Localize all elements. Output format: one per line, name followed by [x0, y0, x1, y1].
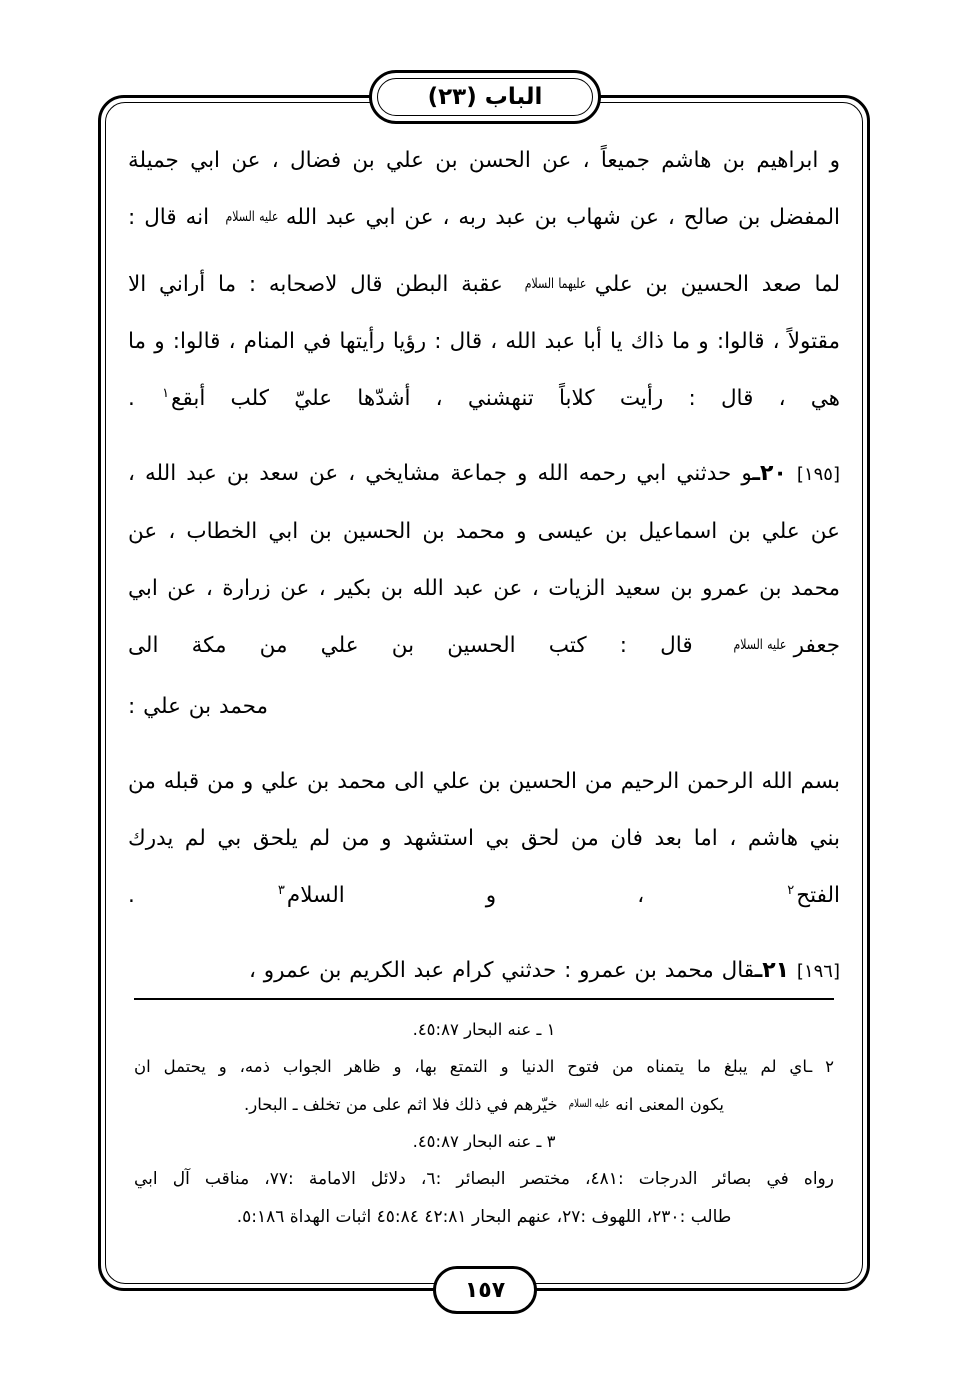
text-column	[128, 132, 840, 1004]
hadith-20-isnad-c: ابي الخطاب ، عن محمد بن عمرو بن سعيد الزيات ، عن عبد الله بن بكير ،	[128, 519, 840, 601]
hadith-20-isnad-a: و حدثني ابي رحمه الله و جماعة مشايخي ، عن سعد بن	[226, 461, 753, 486]
honorific-alayhi-salam-footnote: عليه السلام	[568, 1097, 610, 1110]
paragraph-chain-continuation	[128, 132, 840, 246]
letter-line-3: ، و السلام	[286, 883, 786, 908]
honorific-alayhima-salam-1: عليهما السلام	[524, 276, 587, 292]
hadith-21-bracket-number: [١٩٦]	[796, 961, 840, 982]
narration-period: .	[128, 386, 161, 411]
footnote-2-text-b-pre: يكون المعنى انه	[615, 1095, 724, 1114]
hadith-21-isnad-text: قال محمد بن عمرو : حدثني كرام عبد الكريم بن عمرو ،	[248, 958, 755, 983]
letter-text	[128, 753, 840, 924]
footnote-ref-2[interactable]: ٢	[787, 882, 795, 898]
hadith-20-addressee	[128, 678, 840, 735]
letter-end-period: .	[128, 883, 276, 908]
chain-line-2-suffix: انه قال :	[128, 205, 219, 230]
letter-line-2: و من قبله من بني هاشم ، اما بعد فان من لحق بي استشهد و من لم يلحق بي لم يدرك الفتح	[128, 769, 841, 908]
spacer	[128, 431, 840, 445]
hadith-20-isnad-b: عبد الله ، عن علي بن اسماعيل بن عيسى و محمد بن الحسين بن	[128, 461, 840, 544]
footnote-1: ١ ـ عنه البحار ٤٥:٨٧.	[412, 1020, 556, 1039]
footnote-2-line-2	[134, 1086, 834, 1122]
chapter-header-cartouche	[369, 70, 601, 124]
footnote-3: ٣ ـ عنه البحار ٤٥:٨٧.	[412, 1132, 556, 1151]
hadith-21-isnad	[128, 942, 840, 1000]
narration-rest: عقبة البطن قال لاصحابه : ما أراني الا مقتولاً ، قالوا: و ما ذاك يا أبا عبد الله ، قال : رؤيا رأيتها في المنام ، قالوا: و ما هي ، قال : رأيت كلاباً تنهشني ، أشدّها عليّ كلب أبقع	[128, 272, 841, 411]
sources-note-line-1: رواه في بصائر الدرجات :٤٨١، مختصر البصائر :٦، دلائل الامامة :٧٧، مناقب آل ابي	[134, 1169, 834, 1189]
footnote-divider	[134, 998, 834, 1000]
hadith-21-dash: ـ	[754, 958, 763, 983]
letter-line-1: بسم الله الرحمن الرحيم من الحسين بن علي الى محمد بن علي	[261, 769, 840, 794]
paragraph-narration-body	[128, 256, 840, 427]
hadith-20-isnad	[128, 445, 840, 674]
footnote-2-marker: ٢ ـ	[807, 1057, 834, 1076]
sources-note-line-2: طالب :٢٣٠، اللهوف :٢٧، عنهم البحار ٤٢:٨١ ٤٥:٨٤ اثبات الهداة ٥:١٨٦.	[236, 1207, 732, 1227]
hadith-20-serial: ٢٠	[760, 461, 787, 486]
footnote-2-text-a: اي لم يبلغ ما يتمناه من فتوح الدنيا و التمتع بها، و ظاهر الجواب ذمه، و يحتمل ان	[134, 1057, 808, 1076]
hadith-20-isnad-d-pre: عن زرارة ، عن ابي جعفر	[128, 576, 840, 658]
honorific-alayhi-salam-2: عليه السلام	[733, 637, 787, 653]
hadith-21-serial: ٢١	[762, 958, 790, 983]
spacer	[128, 928, 840, 942]
hadith-20-isnad-d-post: قال : كتب الحسين بن علي من مكة الى	[128, 633, 726, 658]
footnote-2-line-1	[134, 1049, 834, 1084]
page-number-cartouche	[433, 1266, 537, 1314]
hadith-20-dash: ـ	[752, 461, 760, 486]
page-number: ١٥٧	[464, 1277, 506, 1303]
footnote-area	[134, 1012, 834, 1237]
honorific-alayhi-salam-1: عليه السلام	[225, 209, 279, 225]
chapter-title: الباب (٢٣)	[427, 84, 543, 110]
chain-line-2-prefix: المفضل بن صالح ، عن شهاب بن عبد ربه ، عن ابي عبد الله	[285, 205, 841, 230]
hadith-20-bracket-number: [١٩٥]	[796, 464, 840, 485]
footnote-2-text-b-post: خيّرهم في ذلك فلا اثم على من تخلف ـ البحار.	[243, 1095, 563, 1114]
footnote-ref-3[interactable]: ٣	[277, 882, 285, 898]
hadith-20-addressee-text: محمد بن علي :	[128, 694, 269, 719]
narration-lead: لما صعد الحسين بن علي	[594, 272, 840, 297]
chain-line-1: و ابراهيم بن هاشم جميعاً ، عن الحسن بن علي بن فضال ، عن ابي جميلة	[128, 148, 840, 173]
spacer	[128, 739, 840, 753]
footnote-ref-1[interactable]: ١	[162, 385, 170, 401]
